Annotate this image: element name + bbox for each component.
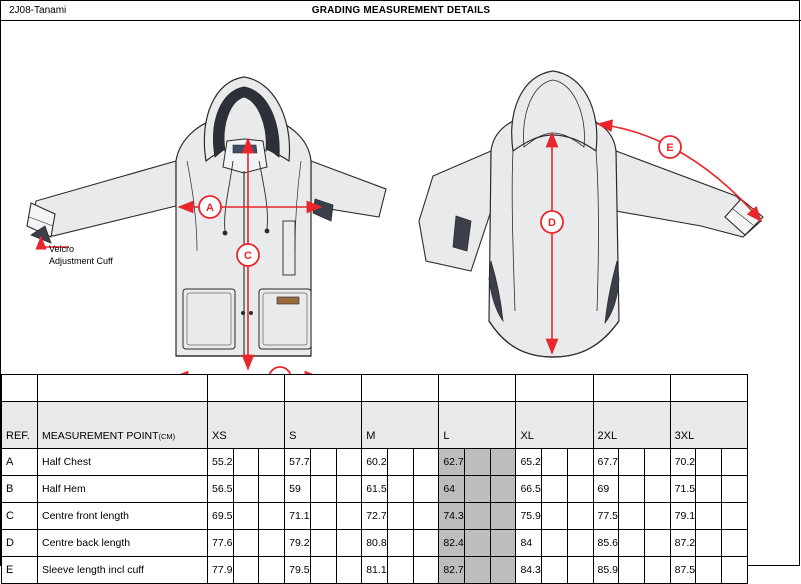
- header-size-2xl: 2XL: [593, 402, 670, 449]
- cell-b-xl: 66.5: [516, 476, 542, 503]
- pad-a-xl-2: [567, 449, 593, 476]
- cell-c-m: 72.7: [362, 503, 388, 530]
- header-size-m: M: [362, 402, 439, 449]
- row-point-c: Centre front length: [38, 503, 208, 530]
- cell-d-2xl: 85.6: [593, 530, 619, 557]
- svg-text:A: A: [206, 202, 214, 214]
- table-row: [2, 476, 748, 503]
- pad-b-m-2: [413, 476, 439, 503]
- header-ref: REF.: [2, 402, 38, 449]
- callout-A: [199, 196, 221, 218]
- pad-a-2xl-1: [619, 449, 645, 476]
- row-ref-e: E: [2, 557, 38, 584]
- pad-e-2xl-2: [644, 557, 670, 584]
- page-header: [1, 1, 801, 21]
- row-ref-d: D: [2, 530, 38, 557]
- pad-d-2xl-2: [644, 530, 670, 557]
- pad-c-3xl-2: [722, 503, 748, 530]
- pad-c-2xl-1: [619, 503, 645, 530]
- cell-e-2xl: 85.9: [593, 557, 619, 584]
- spacer-2xl: [593, 375, 670, 402]
- svg-text:C: C: [244, 250, 252, 262]
- svg-text:E: E: [666, 142, 674, 154]
- cell-c-xs: 69.5: [208, 503, 234, 530]
- header-size-l: L: [439, 402, 516, 449]
- pad-b-xl-2: [567, 476, 593, 503]
- pad-c-l-2: [490, 503, 516, 530]
- table-row: [2, 530, 748, 557]
- cell-a-2xl: 67.7: [593, 449, 619, 476]
- cell-e-l: 82.7: [439, 557, 465, 584]
- pad-d-m-1: [387, 530, 413, 557]
- pad-e-s-2: [336, 557, 362, 584]
- pad-d-s-1: [310, 530, 336, 557]
- pad-a-xl-1: [542, 449, 568, 476]
- pad-e-xl-1: [542, 557, 568, 584]
- pad-c-xs-1: [233, 503, 259, 530]
- cell-b-xs: 56.5: [208, 476, 234, 503]
- pad-e-xs-2: [259, 557, 285, 584]
- pad-e-m-2: [413, 557, 439, 584]
- pad-b-3xl-1: [696, 476, 722, 503]
- header-measurement-point-text: MEASUREMENT POINT: [42, 430, 159, 442]
- row-point-a: Half Chest: [38, 449, 208, 476]
- cell-b-2xl: 69: [593, 476, 619, 503]
- pad-b-2xl-1: [619, 476, 645, 503]
- cell-c-xl: 75.9: [516, 503, 542, 530]
- pad-b-s-1: [310, 476, 336, 503]
- pad-d-l-1: [465, 530, 491, 557]
- pad-d-xl-2: [567, 530, 593, 557]
- pad-d-xs-1: [233, 530, 259, 557]
- cell-d-m: 80.8: [362, 530, 388, 557]
- spacer-s: [285, 375, 362, 402]
- cell-c-l: 74.3: [439, 503, 465, 530]
- pad-a-3xl-1: [696, 449, 722, 476]
- spacer-m: [362, 375, 439, 402]
- pad-d-2xl-1: [619, 530, 645, 557]
- header-measurement-point: [38, 402, 208, 449]
- pad-a-m-2: [413, 449, 439, 476]
- pad-b-3xl-2: [722, 476, 748, 503]
- pad-b-xs-2: [259, 476, 285, 503]
- back-view-illustration: [419, 71, 763, 357]
- header-size-xl: XL: [516, 402, 593, 449]
- callout-D: [541, 211, 563, 233]
- cell-d-s: 79.2: [285, 530, 311, 557]
- table-row: [2, 503, 748, 530]
- table-top-spacer: [2, 375, 748, 402]
- pad-b-s-2: [336, 476, 362, 503]
- table-header-row: [2, 402, 748, 449]
- pad-d-xl-1: [542, 530, 568, 557]
- pad-a-l-1: [465, 449, 491, 476]
- cell-e-xs: 77.9: [208, 557, 234, 584]
- cell-b-s: 59: [285, 476, 311, 503]
- pad-e-xl-2: [567, 557, 593, 584]
- pad-a-s-1: [310, 449, 336, 476]
- velcro-adjustment-cuff-label: Velcro Adjustment Cuff: [49, 244, 113, 266]
- pad-e-3xl-1: [696, 557, 722, 584]
- cell-c-3xl: 79.1: [670, 503, 696, 530]
- table-row: [2, 557, 748, 584]
- header-size-3xl: 3XL: [670, 402, 747, 449]
- cell-a-s: 57.7: [285, 449, 311, 476]
- row-point-d: Centre back length: [38, 530, 208, 557]
- cell-a-xl: 65.2: [516, 449, 542, 476]
- spacer-point: [38, 375, 208, 402]
- row-ref-c: C: [2, 503, 38, 530]
- cell-c-2xl: 77.5: [593, 503, 619, 530]
- row-ref-b: B: [2, 476, 38, 503]
- pad-a-s-2: [336, 449, 362, 476]
- pad-d-l-2: [490, 530, 516, 557]
- pad-c-l-1: [465, 503, 491, 530]
- pad-c-xs-2: [259, 503, 285, 530]
- pad-a-2xl-2: [644, 449, 670, 476]
- cell-e-3xl: 87.5: [670, 557, 696, 584]
- row-point-b: Half Hem: [38, 476, 208, 503]
- pad-e-l-1: [465, 557, 491, 584]
- style-code: 2J08-Tanami: [9, 5, 67, 16]
- pad-d-3xl-1: [696, 530, 722, 557]
- cell-a-m: 60.2: [362, 449, 388, 476]
- spacer-3xl: [670, 375, 747, 402]
- pad-e-s-1: [310, 557, 336, 584]
- cell-a-3xl: 70.2: [670, 449, 696, 476]
- cell-b-l: 64: [439, 476, 465, 503]
- cell-d-l: 82.4: [439, 530, 465, 557]
- table-row: [2, 449, 748, 476]
- technical-drawing-area: [1, 21, 801, 374]
- pad-e-m-1: [387, 557, 413, 584]
- pad-c-3xl-1: [696, 503, 722, 530]
- page-title: GRADING MEASUREMENT DETAILS: [311, 5, 491, 16]
- pad-c-xl-2: [567, 503, 593, 530]
- row-point-e: Sleeve length incl cuff: [38, 557, 208, 584]
- pad-c-s-2: [336, 503, 362, 530]
- grading-measurement-table: [1, 374, 801, 576]
- header-size-xs: XS: [208, 402, 285, 449]
- spacer-l: [439, 375, 516, 402]
- pad-e-l-2: [490, 557, 516, 584]
- pad-c-s-1: [310, 503, 336, 530]
- cell-d-xs: 77.6: [208, 530, 234, 557]
- pad-e-2xl-1: [619, 557, 645, 584]
- svg-text:D: D: [548, 217, 556, 229]
- pad-a-xs-1: [233, 449, 259, 476]
- pad-a-xs-2: [259, 449, 285, 476]
- pad-e-xs-1: [233, 557, 259, 584]
- pad-b-m-1: [387, 476, 413, 503]
- pad-d-m-2: [413, 530, 439, 557]
- cell-b-m: 61.5: [362, 476, 388, 503]
- spacer-xl: [516, 375, 593, 402]
- header-unit: (CM): [158, 432, 176, 441]
- cell-a-l: 62.7: [439, 449, 465, 476]
- pad-d-s-2: [336, 530, 362, 557]
- cell-d-3xl: 87.2: [670, 530, 696, 557]
- cell-e-s: 79.5: [285, 557, 311, 584]
- pad-d-3xl-2: [722, 530, 748, 557]
- callout-C: [237, 244, 259, 266]
- pad-b-l-1: [465, 476, 491, 503]
- pad-a-m-1: [387, 449, 413, 476]
- pad-b-2xl-2: [644, 476, 670, 503]
- pad-d-xs-2: [259, 530, 285, 557]
- callout-E: [659, 136, 681, 158]
- pad-a-l-2: [490, 449, 516, 476]
- row-ref-a: A: [2, 449, 38, 476]
- header-size-s: S: [285, 402, 362, 449]
- pad-a-3xl-2: [722, 449, 748, 476]
- pad-c-2xl-2: [644, 503, 670, 530]
- cell-c-s: 71.1: [285, 503, 311, 530]
- pad-c-xl-1: [542, 503, 568, 530]
- cell-d-xl: 84: [516, 530, 542, 557]
- pad-c-m-1: [387, 503, 413, 530]
- pad-b-xs-1: [233, 476, 259, 503]
- pad-b-xl-1: [542, 476, 568, 503]
- pad-e-3xl-2: [722, 557, 748, 584]
- pad-b-l-2: [490, 476, 516, 503]
- spacer-xs: [208, 375, 285, 402]
- cell-b-3xl: 71.5: [670, 476, 696, 503]
- cell-a-xs: 55.2: [208, 449, 234, 476]
- cell-e-m: 81.1: [362, 557, 388, 584]
- pad-c-m-2: [413, 503, 439, 530]
- spacer-ref: [2, 375, 38, 402]
- cell-e-xl: 84.3: [516, 557, 542, 584]
